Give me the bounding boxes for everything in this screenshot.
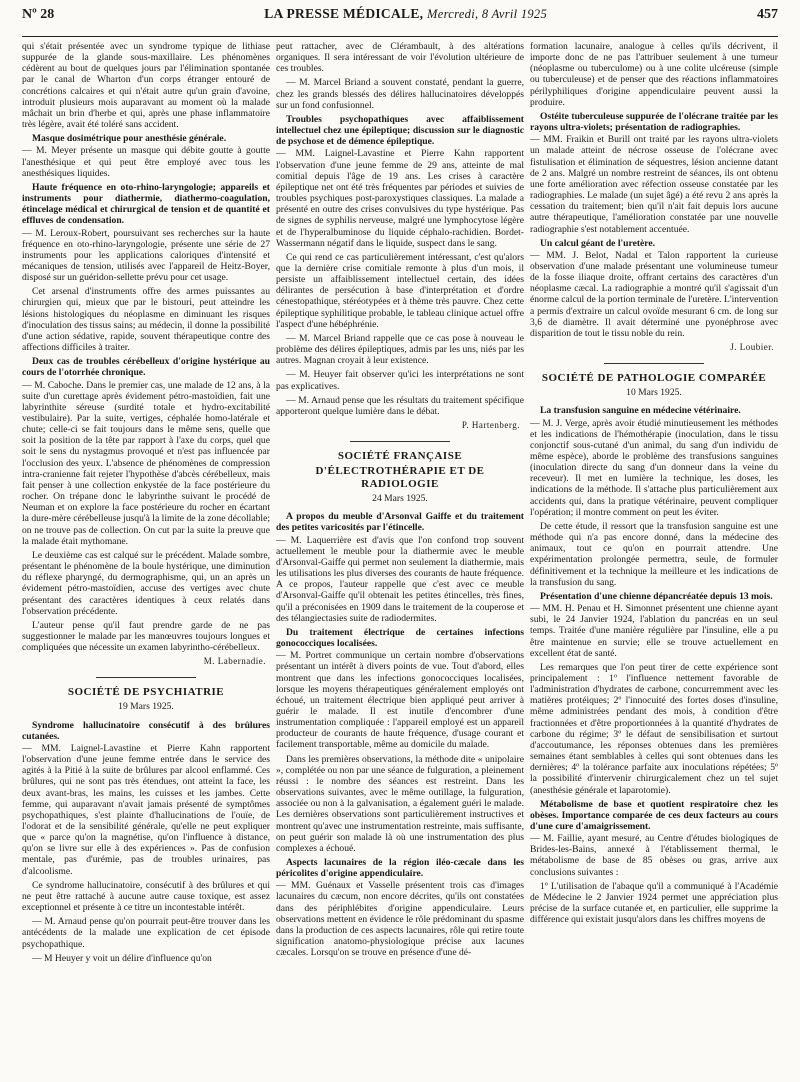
- article-heading: Troubles psychopathiques avec affaiblissement intellectuel chez une épileptique; discussion sur le diagnostic de psychose et de démence épileptique.: [276, 113, 524, 148]
- column-3: [530, 41, 778, 1079]
- column-2: [276, 41, 524, 1079]
- section-divider: [96, 677, 195, 678]
- page-header: [22, 6, 778, 37]
- journal-title-line: [264, 6, 547, 22]
- author-signature: P. Hartenberg.: [461, 420, 520, 430]
- paragraph: — M. J. Verge, après avoir étudié minutieusement les méthodes et les indications de l'hémothérapie (inoculation, dans le tissu conjonctif sous-cutané d'un animal, du sang d'un individu de même espèce), aborde le problème des transfusions sanguines (inoculation directe du sang d'un donneur dans la veine du receveur). Il met en lumière la technique, les doses, les indications de la méthode. Il s'attache plus particulièrement aux accidents qui, dans la pratique vétérinaire, peuvent compliquer l'opération; il montre comment on peut les éviter.: [530, 417, 778, 518]
- paragraph: — M. Leroux-Robert, poursuivant ses recherches sur la haute fréquence en oto-rhino-laryngologie, présente une série de 27 instruments pour les applications caloriques d'intensité et mécaniques de tension, utilisés avec l'appareil de Heitz-Boyer, disposé sur un guéridon-sellette prévu pour cet usage.: [22, 227, 270, 284]
- paragraph: De cette étude, il ressort que la transfusion sanguine est une méthode qui n'a pas encore donné, dans la médecine des animaux, tout ce qu'on en pourrait attendre. Une expérimentation prolongée permettra, seule, de formuler définitivement et la technique la meilleure et les indications de la transfusion du sang.: [530, 520, 778, 588]
- paragraph: — MM. Laignel-Lavastine et Pierre Kahn rapportent l'observation d'une jeune femme entrée dans le service des agités à la Pitié à la suite de brûlures par alcool enflammé. Ces brûlures, qui ne sont pas très étendues, ont atteint la face, les deux avant-bras, les mains, les cuisses et les jambes. Cette femme, qui auparavant n'avait jamais présenté de symptômes psychopathiques, s'est plainte d'hallucinations de l'ouïe, de l'odorat et de la sensibilité générale, qu'elle ne peut expliquer que « parce qu'on la magnétise, qu'on l'influence à distance, qu'on se livre sur elle à des expériences ». Pas de confusion mentale, pas d'urémie, pas de troubles urinaires, pas d'alcoolisme.: [22, 742, 270, 877]
- issue-date: Mercredi, 8 Avril 1925: [427, 7, 548, 21]
- article-heading: Masque dosimétrique pour anesthésie générale.: [32, 133, 227, 145]
- paragraph: formation lacunaire, analogue à celles qu'ils décrivent, il importe donc de ne pas l'attribuer seulement à une tumeur (néoplasme ou tuberculome) ou à une colite ulcéreuse (simple ou tuberculeuse) et de penser que des réactions inflammatoires périlyphiliques d'origine appendiculaire peuvent aussi la produire.: [530, 41, 778, 108]
- page-number: 457: [757, 7, 778, 22]
- paragraph: — MM. H. Penau et H. Simonnet présentent une chienne ayant subi, le 24 Janvier 1924, l'ablation du pancréas en un seul temps. Traitée d'une manière régulière par l'insuline, elle a pu être maintenue en survie; elle se trouve actuellement en excellent état de santé.: [530, 603, 778, 659]
- article-heading: Un calcul géant de l'uretère.: [540, 237, 656, 249]
- paragraph: Cet arsenal d'instruments offre des armes puissantes au chirurgien qui, mieux que par le bistouri, peut atteindre les lésions histologiques du néoplasme en diminuant les risques d'inoculation des tissus sains; au médecin, il donne la possibilité d'une action sédative, rapide, souvent thérapeutique contre des affections difficiles à traiter.: [22, 286, 270, 354]
- article-heading: Syndrome hallucinatoire consécutif à des brûlures cutanées.: [22, 719, 270, 742]
- article-heading: Du traitement électrique de certaines infections gonococciques localisées.: [276, 626, 524, 650]
- paragraph: — M. Laquerrière est d'avis que l'on confond trop souvent actuellement le meuble pour la diathermie avec le meuble d'Arsonval-Gaiffe qui permet non seulement la diathermie, mais les utilisations les plus diverses des courants de haute fréquence. A ce propos, l'auteur rappelle que c'est avec ce meuble d'Arsonval-Gaiffe qu'il obtenait les petites étincelles, très fines, qu'il a préconisées en 1909 dans le traitement de la couperose et des télangiectasies suite de radiodermites.: [276, 534, 524, 624]
- paragraph: L'auteur pense qu'il faut prendre garde de ne pas suggestionner le malade par les manœuvres toujours longues et compliquées que nécessite un examen labyrintho-cérébelleux.: [22, 619, 270, 654]
- section-title-line-1: SOCIÉTÉ FRANÇAISE: [337, 450, 463, 463]
- section-divider: [350, 441, 449, 442]
- article-heading: La transfusion sanguine en médecine vétérinaire.: [540, 405, 741, 417]
- issue-number: Nº 28: [22, 7, 55, 22]
- paragraph: — M. Portret communique un certain nombre d'observations présentant un intérêt à divers points de vue. Tout d'abord, elles montrent que dans les infections gonococciques localisées, lorsque les moyens thérapeutiques généralement employés ont échoué, un traitement électrique bien appliqué peut arriver à guérir le malade. Il est inutile d'encombrer d'une instrumentation compliquée : l'appareil employé est un appareil producteur de courants de haute fréquence, d'usage courant et facilement transportable, même au domicile du malade.: [276, 650, 524, 751]
- section-title: SOCIÉTÉ DE PATHOLOGIE COMPARÉE: [541, 372, 767, 385]
- paragraph: — M. Arnaud pense que les résultats du traitement spécifique apporteront quelque lumière dans le débat.: [276, 394, 524, 417]
- paragraph: — MM. Fraikin et Burill ont traité par les rayons ultra-violets un malade atteint de nécrose osseuse de l'olécrane avec fistulisation et élimination de séquestres, lésion ancienne datant de 2 ans. Malgré un nombre restreint de séances, ils ont obtenu une forte amélioration avec réfection osseuse constatée par les radiographies. Le malade (un sujet âgé) a été revu 2 ans après la cessation du traitement; bien qu'il n'ait fait depuis lors aucune autre thérapeutique, l'amélioration constatée par une nouvelle radiographie s'est notablement accentuée.: [530, 134, 778, 235]
- paragraph: Les remarques que l'on peut tirer de cette expérience sont principalement : 1º l'influence nettement favorable de l'administration d'hydrates de carbone, concurremment avec les matières protéiques; 2º l'innocuité des fortes doses d'insuline, même administrées pendant des mois, à condition d'être fractionnées et d'être proportionnées à la quantité d'hydrates de carbone du régime; 3º le défaut de sensibilisation et surtout d'accoutumance, les réponses obtenues dans les premières semaines étant semblables à celles qui sont obtenues dans les dernières; 4º la tolérance parfaite aux inoculations répétées; 5º la possibilité d'intervenir chirurgicalement chez un tel sujet (anesthésie générale et laparotomie).: [530, 661, 778, 796]
- paragraph: — M Heuyer y voit un délire d'influence qu'on: [32, 952, 212, 964]
- paragraph: qui s'était présentée avec un syndrome typique de lithiase suppurée de la glande sous-maxillaire. Les phénomènes cédèrent au bout de quelques jours par l'élimination spontanée par le canal de Wharton d'un corps étranger entouré de concrétions calcaires et qui n'était autre qu'un grain d'avoine, introduit plusieurs mois auparavant au moment où la malade mâchait un brin d'herbe et qui, après une phase inflammatoire très légère, avait été toléré sans accident.: [22, 41, 270, 131]
- journal-title: LA PRESSE MÉDICALE,: [264, 6, 424, 21]
- article-heading: Deux cas de troubles cérébelleux d'origine hystérique au cours de l'otorrhée chronique.: [22, 356, 270, 379]
- column-1: [22, 41, 270, 1079]
- paragraph: — M. Arnaud pense qu'on pourrait peut-être trouver dans les antécédents de la malade une explication de cet épisode psychopathique.: [22, 916, 270, 950]
- article-heading: Métabolisme de base et quotient respiratoire chez les obèses. Importance comparée de ces deux facteurs au cours d'une cure d'amaigrissement.: [530, 798, 778, 832]
- section-date: 24 Mars 1925.: [372, 493, 428, 505]
- section-date: 10 Mars 1925.: [626, 387, 682, 399]
- paragraph: Le deuxième cas est calqué sur le précédent. Malade sombre, présentant le phénomène de la boule hystérique, une diminution du réflexe pharyngé, du dermographisme, qui, un an après un évidement pétro-mastoïdien, accuse des vertiges avec chute présentant des caractères identiques à ceux relatés dans l'observation précédente.: [22, 549, 270, 617]
- paragraph: Dans les premières observations, la méthode dite « unipolaire », complétée ou non par une séance de fulguration, a pleinement réussi : le nombre des séances est restreint. Dans les observations suivantes, avec le même outillage, la fulguration, associée ou non à la galvanisation, a également guéri le malade. Les dernières observations sont particulièrement instructives et montrent qu'avec une instrumentation restreinte, mais suffisante, on peut guérir son malade là où une instrumentation des plus complexes a échoué.: [276, 753, 524, 854]
- paragraph: — M. Caboche. Dans le premier cas, une malade de 12 ans, à la suite d'un curettage après évidement pétro-mastoïdien, fait une labyrinthite séreuse (surdité totale et hydro-excitabilité vestibulaire). Par la suite, vertiges, céphalée homo-latérale et chute; celle-ci se fait toujours dans le même sens, quelle que soit la position de la tête par rapport à l'axe du corps, quel que soit le sens du nystagmus provoqué et n'est pas influencée par l'occlusion des yeux. L'absence de phénomènes de compression intra-cranienne fait rejeter l'hypothèse d'abcès cérébelleux, mais fait penser à une collection enkystée de la face postérieure du rocher. On trépane donc le labyrinthe suivant le procédé de Neuman et on explore la face postérieure du rocher en écartant la dure-mère cérébelleuse jusqu'à la limite de la zone décollable; on ne trouve pas de collection. On cut par la suite la preuve que la malade était mythomane.: [22, 379, 270, 547]
- paragraph: Ce syndrome hallucinatoire, consécutif à des brûlures et qui ne peut être rattaché à aucune autre cause toxique, est assez exceptionnel et présente à ce titre un incontestable intérêt.: [22, 879, 270, 914]
- paragraph: — M. Heuyer fait observer qu'ici les interprétations ne sont pas explicatives.: [276, 369, 524, 392]
- section-title: SOCIÉTÉ DE PSYCHIATRIE: [67, 686, 225, 699]
- paragraph: 1º L'utilisation de l'abaque qu'il a communiqué à l'Académie de Médecine le 2 Janvier 1924 permet une appréciation plus précise de la surface cutanée et, en particulier, elle supprime la différence qui existait jusqu'alors dans les chiffres moyens de: [530, 880, 778, 926]
- article-heading: A propos du meuble d'Arsonval Gaiffe et du traitement des petites varicosités par l'étincelle.: [276, 511, 524, 534]
- section-title-line-2: D'ÉLECTROTHÉRAPIE ET DE RADIOLOGIE: [315, 465, 485, 491]
- paragraph: — MM. Laignel-Lavastine et Pierre Kahn rapportent l'observation d'une jeune femme de 29 ans, atteinte de mal comitial depuis l'âge de 19 ans. Les crises à caractère épileptique net ont été très fréquentes par périodes et suivies de troubles psychiques post-paroxystiques classiques. La malade a présenté en outre des crises convulsives du type hystérique. Pas de signes de syphilis nerveuse, malgré une lymphocytose légère et de l'hyperalbuminose du liquide céphalo-rachidien. Bordet-Wassermann négatif dans le liquide, suspect dans le sang.: [276, 148, 524, 249]
- text-columns: [22, 41, 778, 1079]
- article-heading: Haute fréquence en oto-rhino-laryngologie; appareils et instruments pour diathermie, diathermo-coagulation, étincelage médical et chirurgical de tension et de quantité et effluves de condensation.: [22, 181, 270, 227]
- article-heading: Présentation d'une chienne dépancréatée depuis 13 mois.: [540, 590, 773, 602]
- article-heading: Aspects lacunaires de la région iléo-cæcale dans les péricolites d'origine appendiculaire.: [276, 857, 524, 880]
- section-divider: [604, 363, 703, 364]
- paragraph: — M. Marcel Briand rappelle que ce cas pose à nouveau le problème des délires épileptiques, admis par les uns, niés par les autres. Magnan croyait à leur existence.: [276, 332, 524, 367]
- paragraph: — MM. J. Belot, Nadal et Talon rapportent la curieuse observation d'une malade présentant une volumineuse tumeur de la fosse iliaque droite, offrant certains des caractères d'un néoplasme cæcal. La radiographie a montré qu'il s'agissait d'un énorme calcul de la portion terminale de l'uretère. L'intervention a permis d'extraire un calcul ovoïde mesurant 6 cm. de long sur 3,6 de diamètre. Il avait déterminé une pyonéphrose avec disparition de tout le tissu noble du rein.: [530, 249, 778, 339]
- paragraph: peut rattacher, avec de Clérambault, à des altérations organiques. Il sera intéressant de voir l'évolution ultérieure de ces troubles.: [276, 41, 524, 75]
- paragraph: Ce qui rend ce cas particulièrement intéressant, c'est qu'alors que la dernière crise comitiale remonte à plus d'un mois, il persiste un affaiblissement intellectuel certain, des idées délirantes de persécution à base d'interprétation et d'ordre cénestopathique, stéréotypées et à thème très pauvre. Chez cette épileptique syphilitique probable, le tableau clinique actuel offre l'aspect d'une hébéphrénie.: [276, 251, 524, 330]
- paragraph: — M. Meyer présente un masque qui débite goutte à goutte l'anesthésique et qui peut être employé avec tous les anesthésiques liquides.: [22, 145, 270, 179]
- article-heading: Ostéite tuberculeuse suppurée de l'olécrane traitée par les rayons ultra-violets; présentation de radiographies.: [530, 110, 778, 134]
- author-signature: J. Loubier.: [730, 342, 774, 353]
- paragraph: — M. Marcel Briand a souvent constaté, pendant la guerre, chez les grands blessés des délires hallucinatoires développés sur un fond confusionnel.: [276, 77, 524, 111]
- paragraph: — MM. Guénaux et Vasselle présentent trois cas d'images lacunaires du cæcum, non encore décrites, qu'ils ont constatées dans des périphlébites d'origine appendiculaire. Leurs observations mettent en évidence le rôle prédominant du spasme dans la production de ces aspects lacunaires, rôle qui retire toute signification anatomo-physiologique précise aux lacunes cæcales. Lorsqu'on se trouve en présence d'une dé-: [276, 880, 524, 959]
- paragraph: — M. Faillie, ayant mesuré, au Centre d'études biologiques de Brides-les-Bains, annexé à l'établissement thermal, le métabolisme de base de 85 obèses ou gras, arrive aux conclusions suivantes :: [530, 833, 778, 878]
- author-signature: M. Labernadie.: [203, 656, 266, 667]
- section-date: 19 Mars 1925.: [118, 701, 174, 713]
